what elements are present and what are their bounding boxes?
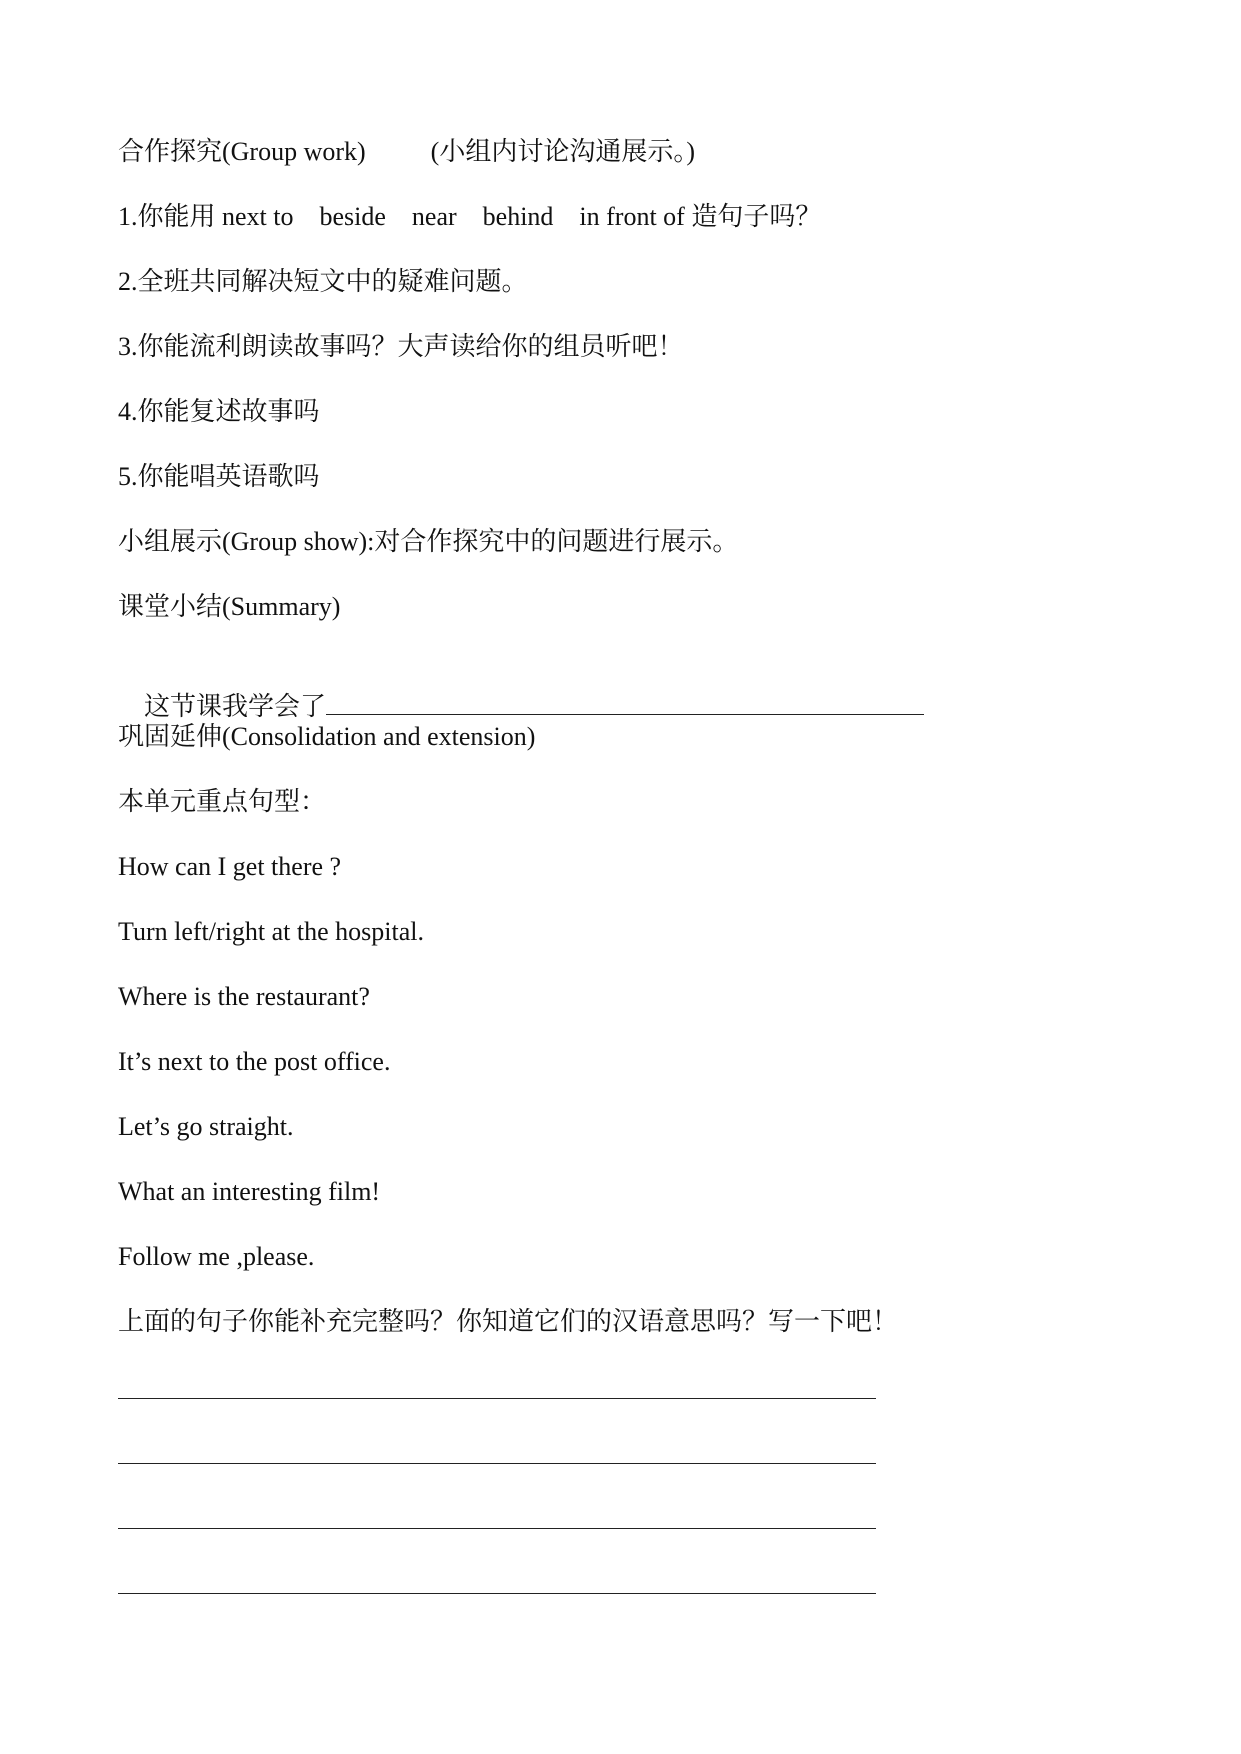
sentence-1: How can I get there ? [118,852,342,881]
summary-heading: 课堂小结(Summary) [118,592,341,621]
question-3: 3.你能流利朗读故事吗？大声读给你的组员听吧！ [118,332,684,361]
sentence-2: Turn left/right at the hospital. [118,917,424,946]
translation-prompt: 上面的句子你能补充完整吗？你知道它们的汉语意思吗？写一下吧！ [118,1307,899,1336]
question-1: 1.你能用 next to beside near behind in front of 造句子吗？ [118,202,822,231]
question-5: 5.你能唱英语歌吗 [118,462,320,491]
sentence-4: It’s next to the post office. [118,1047,391,1076]
answer-blank-2[interactable] [118,1463,876,1464]
sentence-7: Follow me ,please. [118,1242,315,1271]
key-sentences-heading: 本单元重点句型： [118,787,327,816]
group-work-heading: 合作探究(Group work) (小组内讨论沟通展示。) [118,137,696,166]
answer-blank-1[interactable] [118,1398,876,1399]
sentence-3: Where is the restaurant? [118,982,370,1011]
question-2: 2.全班共同解决短文中的疑难问题。 [118,267,528,296]
learned-answer-blank[interactable] [326,688,924,715]
answer-blank-3[interactable] [118,1528,876,1529]
sentence-6: What an interesting film! [118,1177,381,1206]
question-4: 4.你能复述故事吗 [118,397,320,426]
sentence-5: Let’s go straight. [118,1112,294,1141]
learned-label: 这节课我学会了 [144,692,327,721]
answer-blank-4[interactable] [118,1593,876,1594]
consolidation-heading: 巩固延伸(Consolidation and extension) [118,722,536,751]
group-show-heading: 小组展示(Group show):对合作探究中的问题进行展示。 [118,527,739,556]
